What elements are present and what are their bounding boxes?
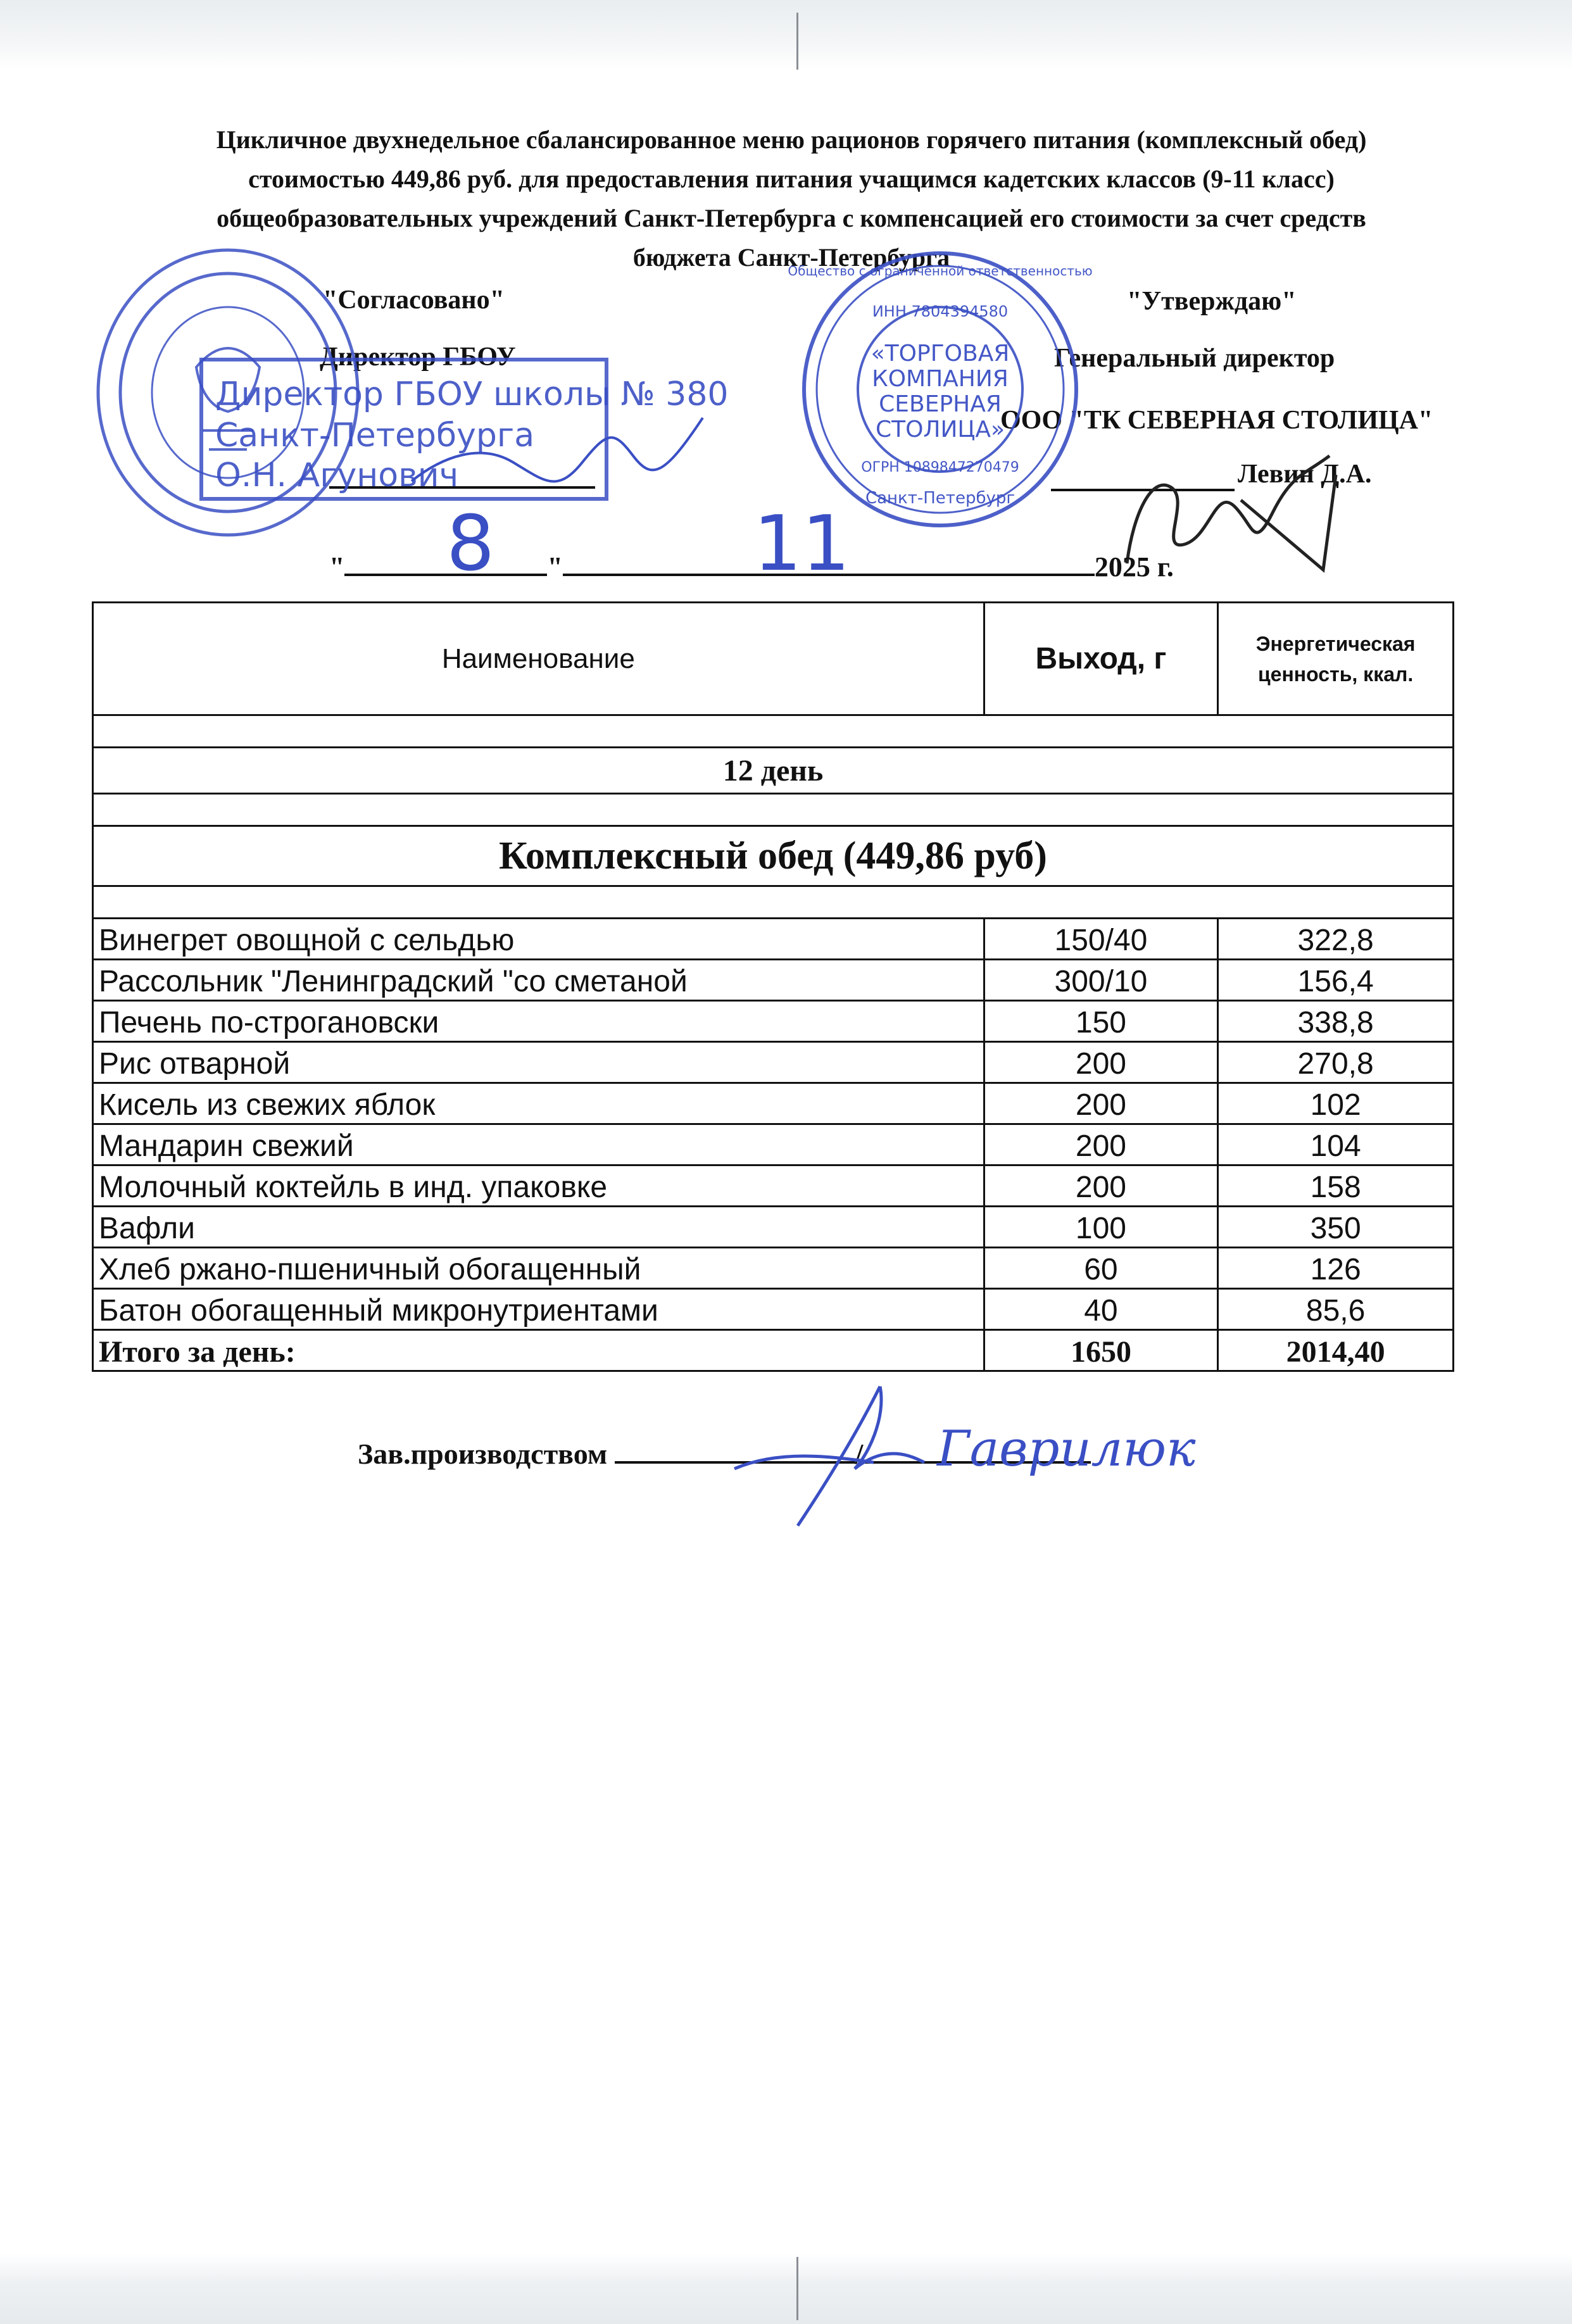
table-row: [93, 1289, 1454, 1330]
table-row: [93, 1042, 1454, 1083]
item-energy: 85,6: [1218, 1289, 1454, 1330]
total-output: 1650: [984, 1330, 1218, 1371]
column-header-name: Наименование: [93, 603, 984, 715]
item-output: 300/10: [984, 960, 1218, 1001]
title-line-1: Цикличное двухнедельное сбалансированное меню рационов горячего питания (комплексный обед): [216, 125, 1367, 154]
title-line-2: стоимостью 449,86 руб. для предоставления питания учащимся кадетских классов (9-11 класс): [248, 165, 1335, 193]
day-label: 12 день: [93, 748, 1454, 794]
item-name: Мандарин свежий: [93, 1124, 984, 1165]
item-energy: 126: [1218, 1248, 1454, 1289]
seal-center-3: СЕВЕРНАЯ: [879, 391, 1002, 417]
fold-mark-top: [796, 13, 798, 70]
item-name: Батон обогащенный микронутриентами: [93, 1289, 984, 1330]
approved-company: ООО "ТК СЕВЕРНАЯ СТОЛИЦА": [1000, 406, 1433, 435]
item-output: 60: [984, 1248, 1218, 1289]
table-row: [93, 919, 1454, 960]
production-manager-name-handwritten: [924, 1418, 1279, 1488]
item-energy: 350: [1218, 1207, 1454, 1248]
column-header-energy-line-2: ценность, ккал.: [1258, 662, 1414, 686]
item-energy: 338,8: [1218, 1001, 1454, 1042]
item-output: 150: [984, 1001, 1218, 1042]
title-line-3: общеобразовательных учреждений Санкт-Петербурга с компенсацией его стоимости за счет средств: [217, 204, 1366, 232]
item-output: 150/40: [984, 919, 1218, 960]
item-name: Молочный коктейль в инд. упаковке: [93, 1165, 984, 1207]
item-energy: 158: [1218, 1165, 1454, 1207]
column-header-output: Выход, г: [984, 603, 1218, 715]
column-header-energy: [1218, 603, 1454, 715]
table-row: [93, 1248, 1454, 1289]
item-output: 200: [984, 1083, 1218, 1124]
total-label: Итого за день:: [93, 1330, 984, 1371]
item-name: Печень по-строгановски: [93, 1001, 984, 1042]
table-header-row: [93, 603, 1454, 715]
table-row: [93, 1124, 1454, 1165]
seal-center-2: КОМПАНИЯ: [872, 366, 1009, 392]
date-year: 2025 г.: [1094, 551, 1174, 582]
day-row: [93, 748, 1454, 794]
production-manager-line: Зав.производством /: [358, 1437, 1091, 1471]
date-day: 8: [446, 500, 495, 588]
spacer-row: [93, 886, 1454, 919]
item-energy: 270,8: [1218, 1042, 1454, 1083]
item-output: 40: [984, 1289, 1218, 1330]
item-output: 200: [984, 1042, 1218, 1083]
complex-row: [93, 826, 1454, 886]
school-stamp-line-1: Директор ГБОУ школы № 380: [215, 375, 729, 413]
item-name: Рис отварной: [93, 1042, 984, 1083]
item-output: 100: [984, 1207, 1218, 1248]
production-manager-label: Зав.производством: [358, 1438, 608, 1470]
spacer-row: [93, 794, 1454, 826]
school-stamp-line-2: Санкт-Петербурга: [215, 417, 535, 455]
title-line-4: бюджета Санкт-Петербурга: [632, 243, 950, 272]
scan-edge-bottom: [0, 2254, 1572, 2324]
approved-position: Генеральный директор: [1054, 344, 1335, 373]
item-name: Вафли: [93, 1207, 984, 1248]
handwritten-surname: Гаврилюк: [937, 1421, 1196, 1478]
agreed-label: "Согласовано": [323, 286, 505, 315]
table-row: [93, 1165, 1454, 1207]
table-row: [93, 1207, 1454, 1248]
column-header-energy-line-1: Энергетическая: [1255, 632, 1416, 655]
seal-inn: ИНН 7804394580: [872, 303, 1009, 320]
item-name: Хлеб ржано-пшеничный обогащенный: [93, 1248, 984, 1289]
item-energy: 156,4: [1218, 960, 1454, 1001]
table-row: [93, 1001, 1454, 1042]
scan-edge-top: [0, 0, 1572, 70]
seal-center-1: «ТОРГОВАЯ: [871, 341, 1010, 367]
item-energy: 322,8: [1218, 919, 1454, 960]
fold-mark-bottom: [796, 2257, 798, 2320]
seal-city: Санкт-Петербург: [865, 489, 1016, 508]
company-round-seal: [788, 244, 1093, 535]
approved-signer: Левин Д.А.: [1238, 460, 1372, 489]
item-name: Рассольник "Ленинградский "со сметаной: [93, 960, 984, 1001]
item-energy: 104: [1218, 1124, 1454, 1165]
item-energy: 102: [1218, 1083, 1454, 1124]
item-output: 200: [984, 1124, 1218, 1165]
seal-ring-top: Общество с ограниченной ответственностью: [788, 263, 1093, 279]
menu-table: [92, 601, 1454, 1372]
total-energy: 2014,40: [1218, 1330, 1454, 1371]
date-line: " " 2025 г.: [329, 551, 1174, 582]
item-output: 200: [984, 1165, 1218, 1207]
spacer-row: [93, 715, 1454, 748]
table-row: [93, 1083, 1454, 1124]
table-row: [93, 960, 1454, 1001]
complex-label: Комплексный обед (449,86 руб): [93, 826, 1454, 886]
item-name: Винегрет овощной с сельдью: [93, 919, 984, 960]
date-month: 11: [753, 500, 850, 588]
approved-label: "Утверждаю": [1127, 287, 1297, 316]
school-stamp-line-3: О.Н. Агунович: [215, 456, 459, 494]
seal-center-4: СТОЛИЦА»: [875, 417, 1005, 443]
agreed-signature: [405, 405, 709, 506]
seal-ogrn: ОГРН 1089847270479: [861, 460, 1019, 475]
agreed-position: Директор ГБОУ: [320, 342, 516, 372]
item-name: Кисель из свежих яблок: [93, 1083, 984, 1124]
